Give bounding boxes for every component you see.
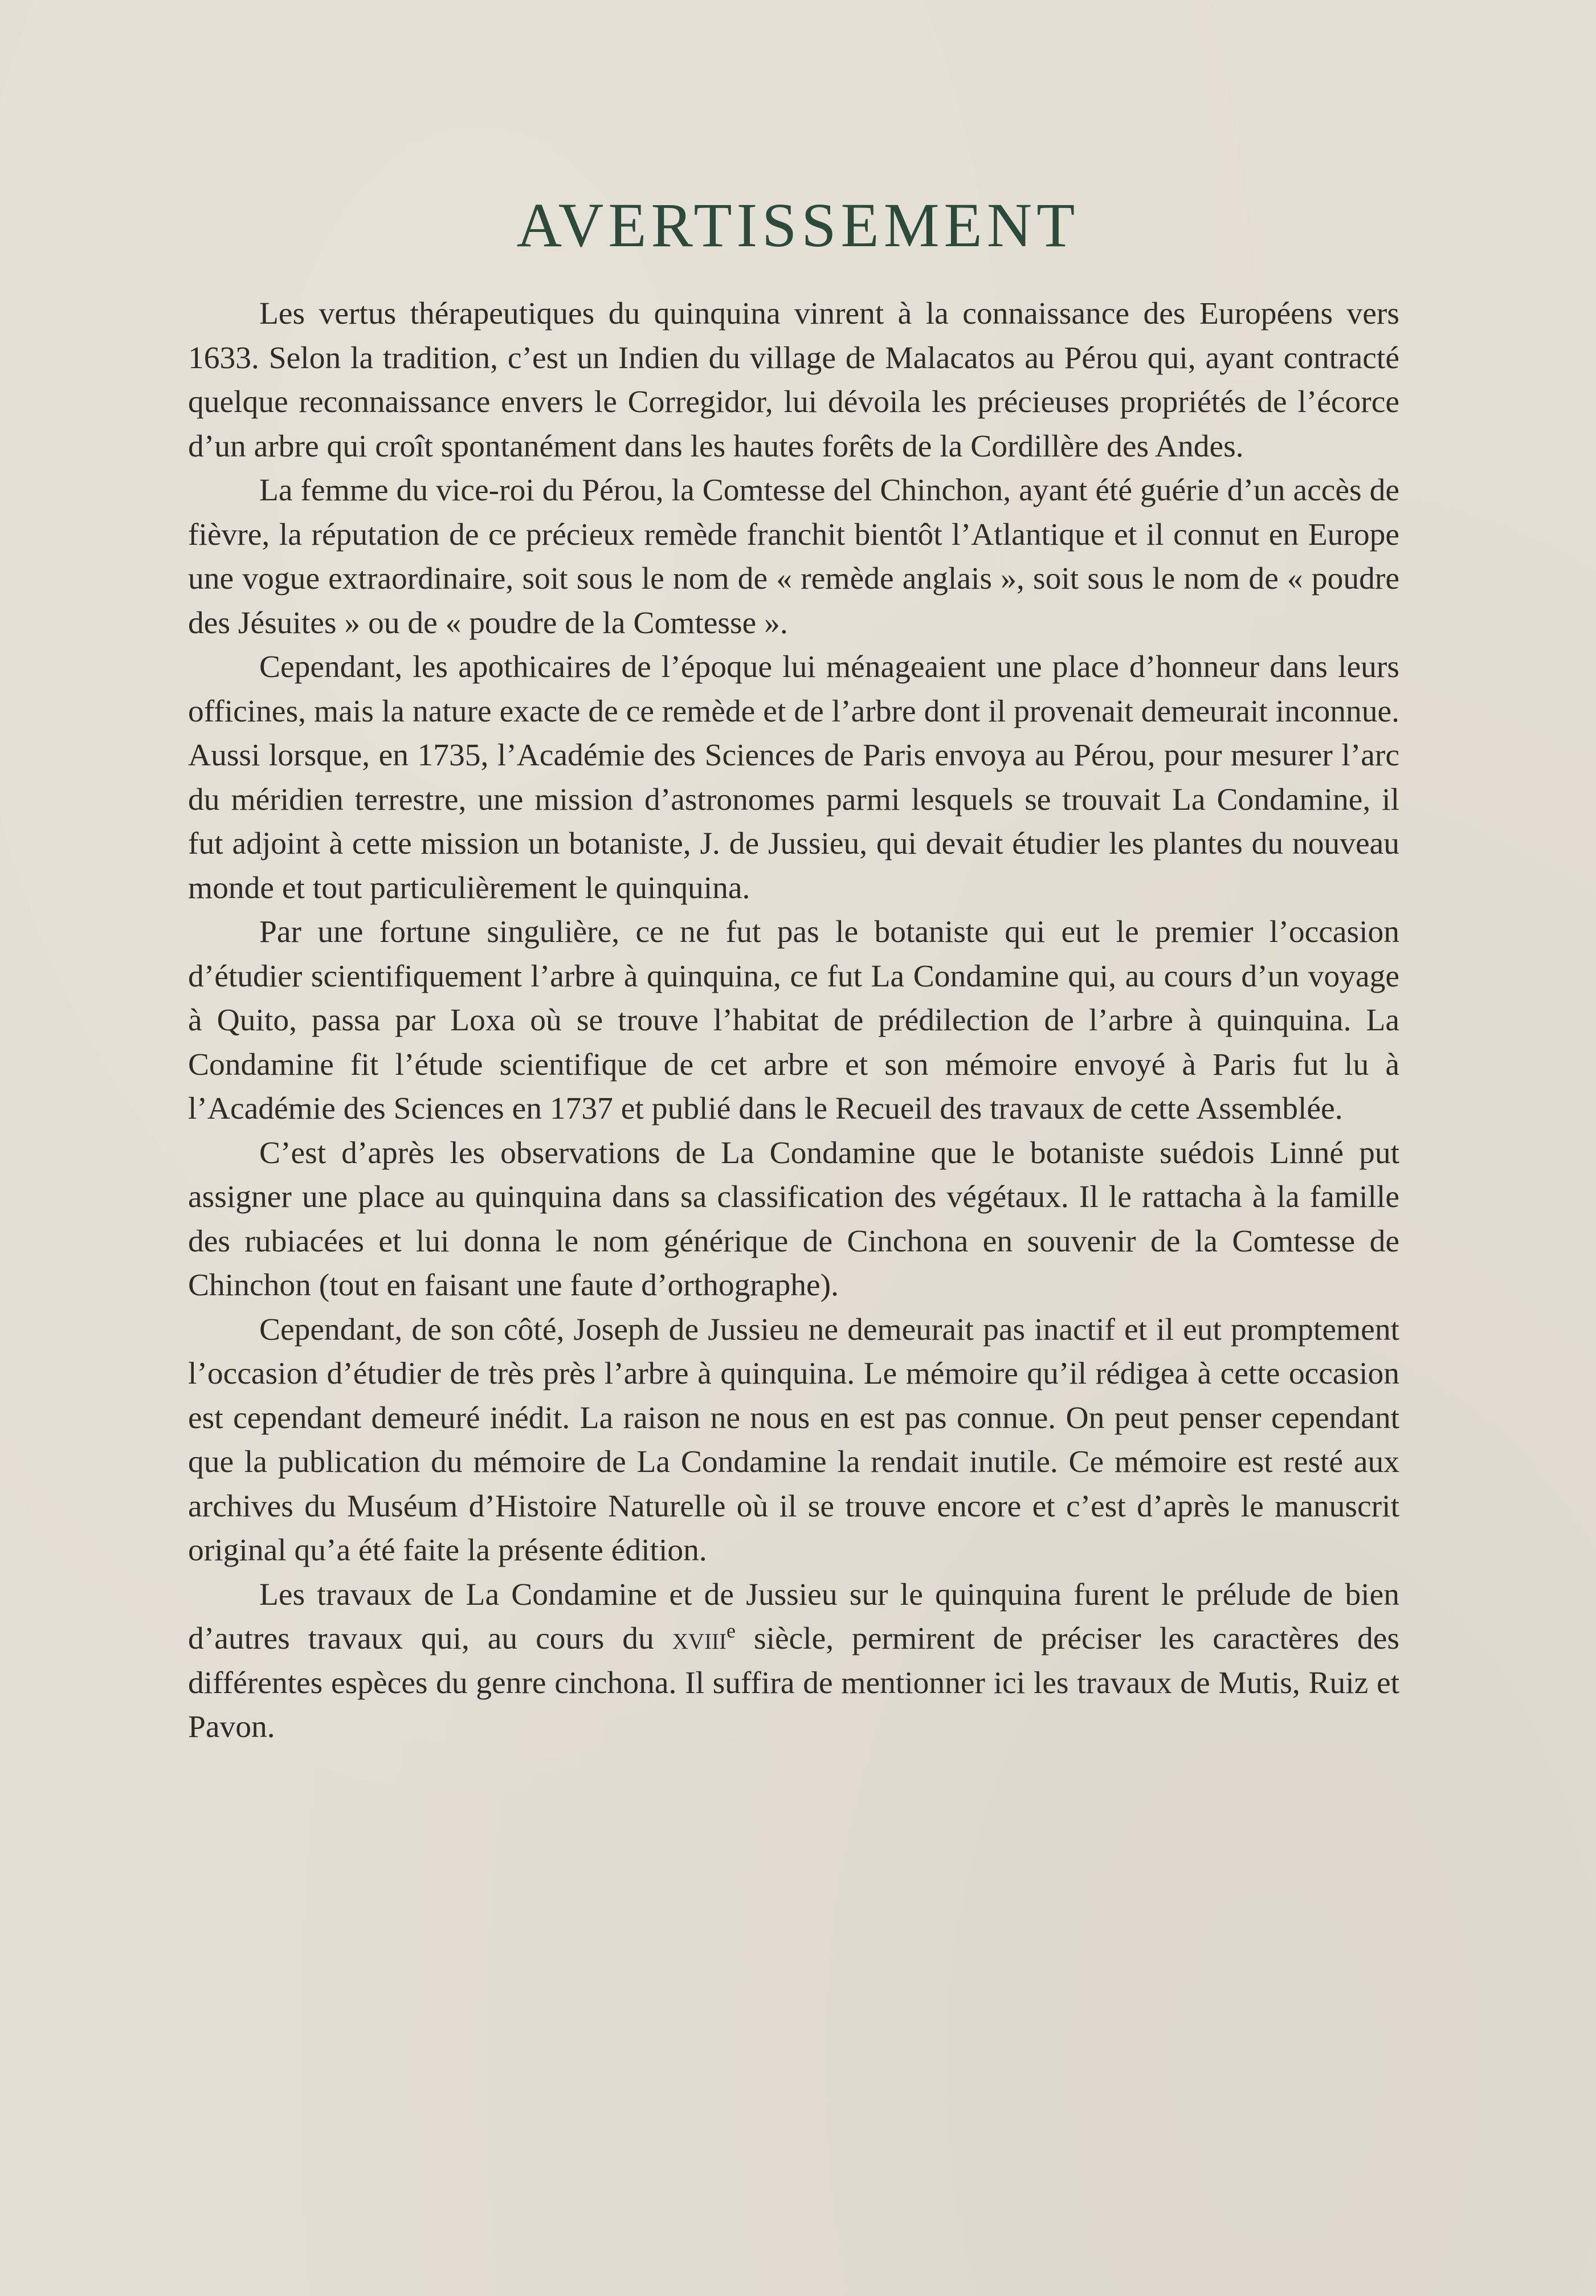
body-text — [188, 292, 1399, 1749]
page-title: AVERTISSEMENT — [516, 190, 1080, 260]
century-numeral: xviii — [672, 1621, 727, 1656]
paragraph-7-before: Les travaux de La Condamine et de Jussieu sur le quinquina furent le prélude de bien d’autres travaux qui, au cours du — [188, 1577, 1399, 1656]
paragraph-7-after: siècle, permirent de préciser les caractères des différentes espèces du genre cinchona. Il suffira de mentionner ici les travaux de Mutis, Ruiz et Pavon. — [188, 1621, 1400, 1744]
paragraph-7 — [188, 1573, 1399, 1749]
paragraph-1: Les vertus thérapeutiques du quinquina vinrent à la connaissance des Européens vers 1633. Selon la tradition, c’est un Indien du village de Malacatos au Pérou qui, ayant contracté quelque reconnaissance envers le Corregidor, lui dévoila les précieuses propriétés de l’écorce d’un arbre qui croît spontanément dans les hautes forêts de la Cordillère des Andes. — [188, 296, 1399, 464]
century-suffix: e — [726, 1619, 736, 1642]
paragraph-6: Cependant, de son côté, Joseph de Jussieu ne demeurait pas inactif et il eut promptement l’occasion d’étudier de très près l’arbre à quinquina. Le mémoire qu’il rédigea à cette occasion est cependant demeuré inédit. La raison ne nous en est pas connue. On peut penser cependant que la publication du mémoire de La Condamine la rendait inutile. Ce mémoire est resté aux archives du Muséum d’Histoire Naturelle où il se trouve encore et c’est d’après le manuscrit original qu’a été faite la présente édition. — [188, 1312, 1399, 1568]
paragraph-2: La femme du vice-roi du Pérou, la Comtesse del Chinchon, ayant été guérie d’un accès de fièvre, la réputation de ce précieux remède franchit bientôt l’Atlantique et il connut en Europe une vogue extraordinaire, soit sous le nom de « remède anglais », soit sous le nom de « poudre des Jésuites » ou de « poudre de la Comtesse ». — [188, 473, 1399, 641]
paragraph-5: C’est d’après les observations de La Condamine que le botaniste suédois Linné put assigner une place au quinquina dans sa classification des végétaux. Il le rattacha à la famille des rubiacées et lui donna le nom générique de Cinchona en souvenir de la Comtesse de Chinchon (tout en faisant une faute d’orthographe). — [188, 1135, 1399, 1303]
paragraph-3: Cependant, les apothicaires de l’époque lui ménageaient une place d’honneur dans leurs officines, mais la nature exacte de ce remède et de l’arbre dont il provenait demeurait inconnue. Aussi lorsque, en 1735, l’Académie des Sciences de Paris envoya au Pérou, pour mesurer l’arc du méridien terrestre, une mission d’astronomes parmi lesquels se trouvait La Condamine, il fut adjoint à cette mission un botaniste, J. de Jussieu, qui devait étudier les plantes du nouveau monde et tout particulièrement le quinquina. — [188, 650, 1399, 906]
paragraph-4: Par une fortune singulière, ce ne fut pas le botaniste qui eut le premier l’occasion d’étudier scientifiquement l’arbre à quinquina, ce fut La Condamine qui, au cours d’un voyage à Quito, passa par Loxa où se trouve l’habitat de prédilection de l’arbre à quinquina. La Condamine fit l’étude scientifique de cet arbre et son mémoire envoyé à Paris fut lu à l’Académie des Sciences en 1737 et publié dans le Recueil des travaux de cette Assemblée. — [188, 915, 1399, 1126]
